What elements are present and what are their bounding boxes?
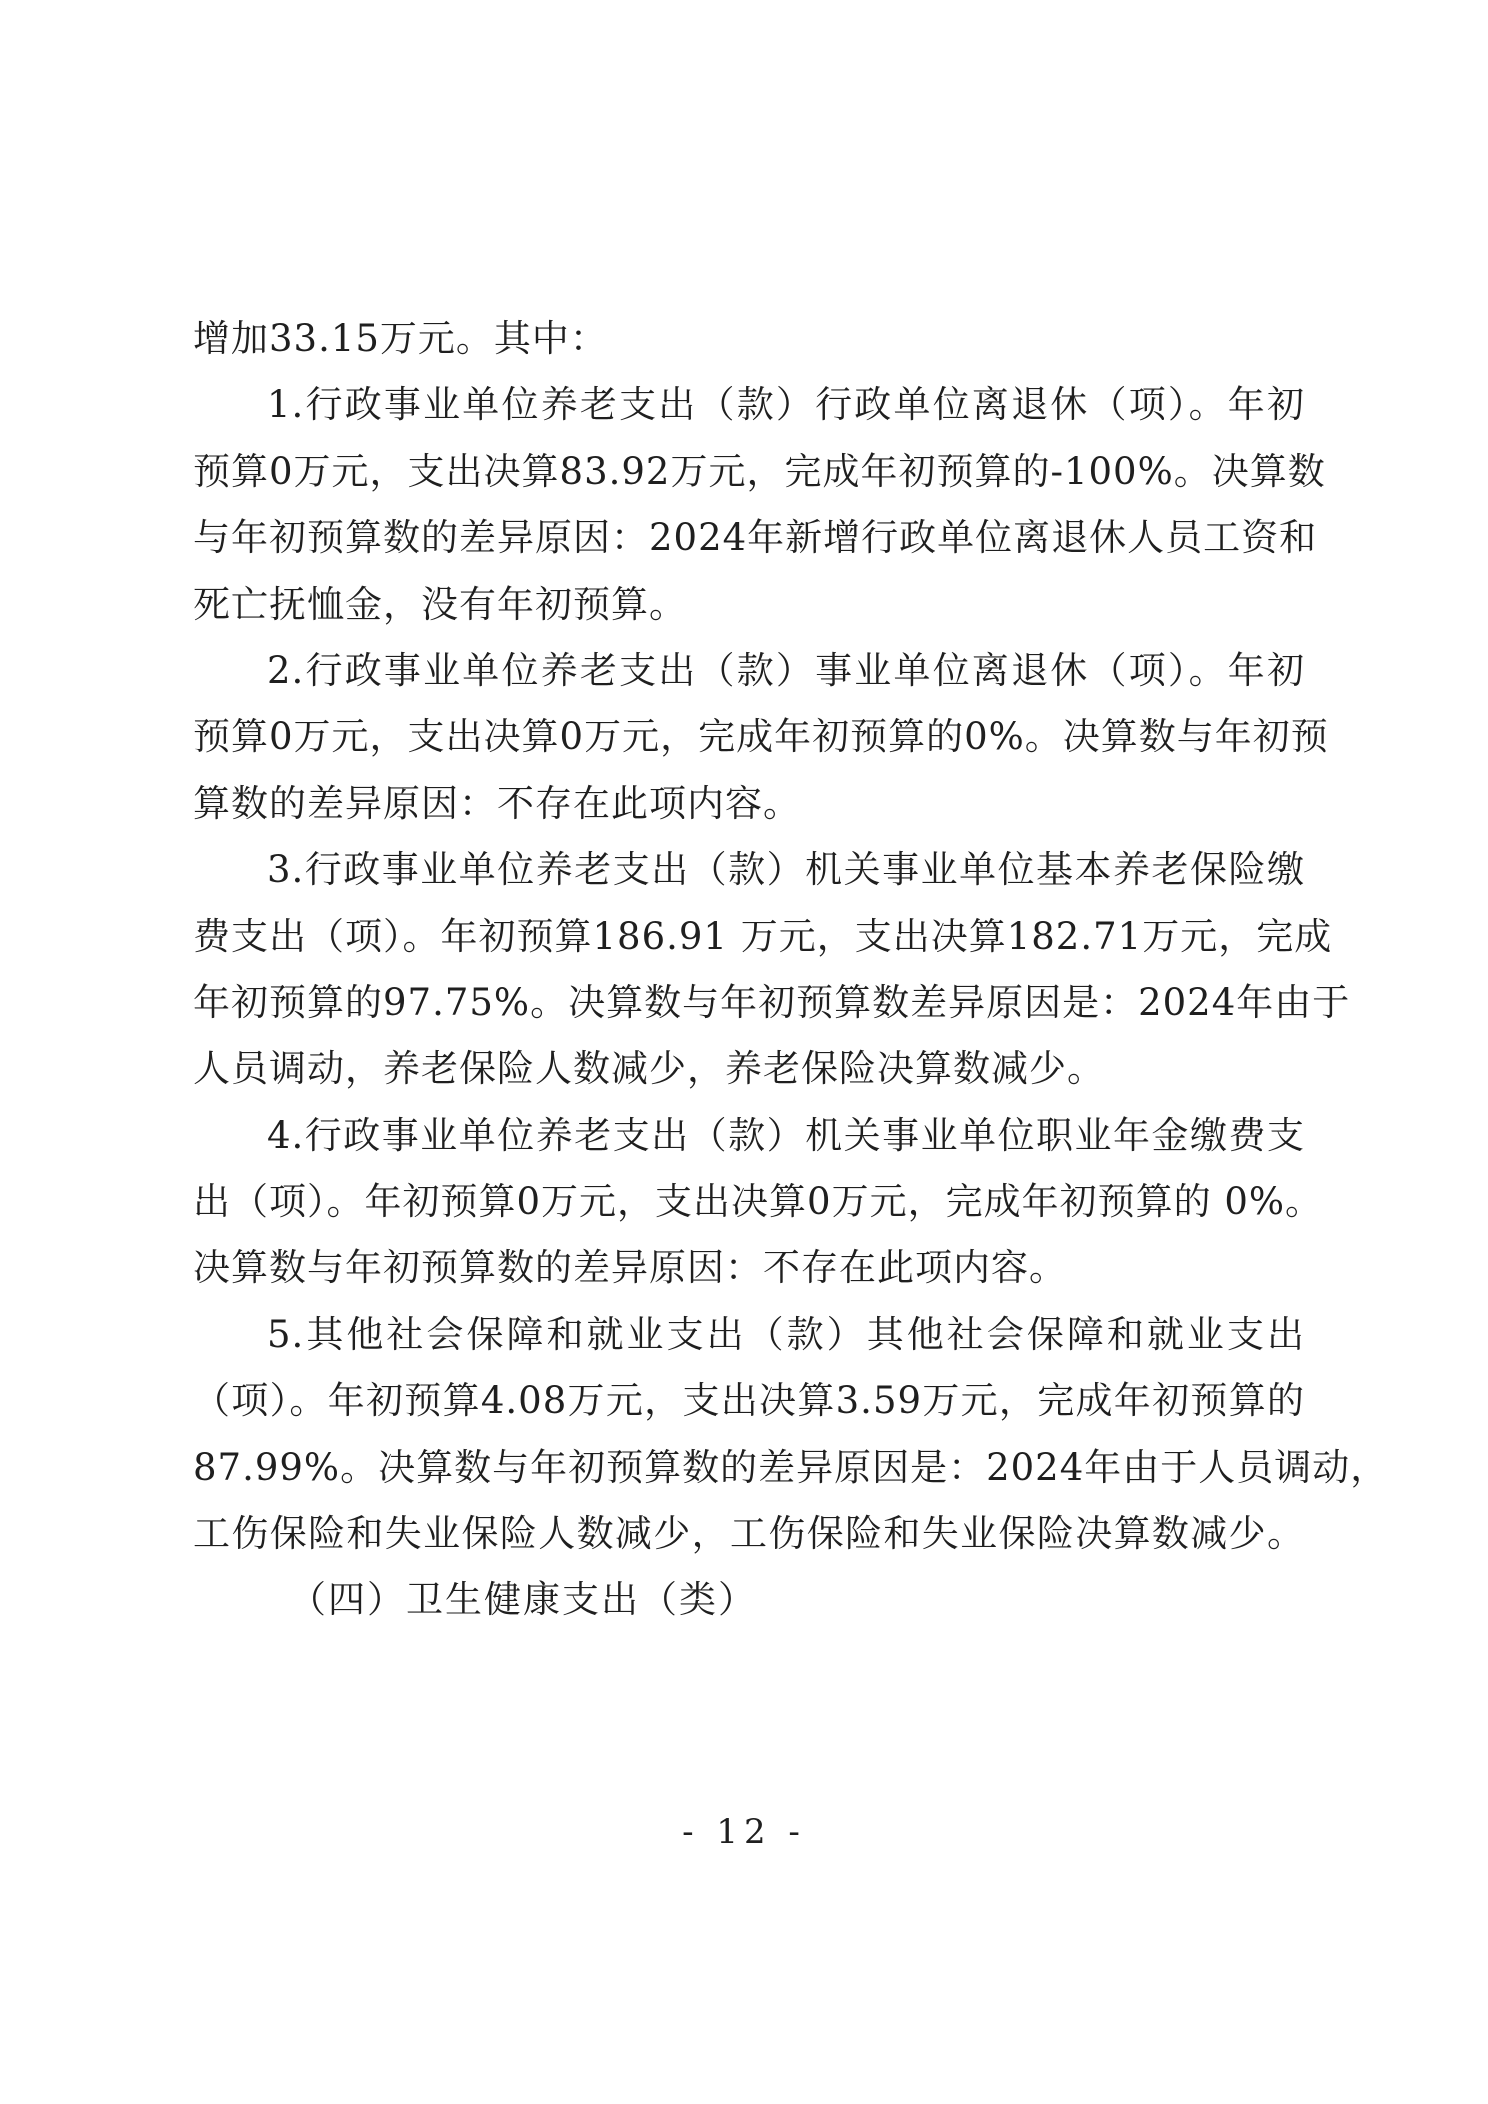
text-line: 5.其他社会保障和就业支出（款）其他社会保障和就业支出 [267,1312,1305,1356]
document-body [193,306,1389,1634]
text-line: 87.99%。决算数与年初预算数的差异原因是：2024年由于人员调动， [193,1445,1389,1489]
text-line: 预算0万元，支出决算0万元，完成年初预算的0%。决算数与年初预 [193,715,1329,759]
text-line: 预算0万元，支出决算83.92万元，完成年初预算的-100%。决算数 [193,449,1326,493]
paragraph-item-1 [193,372,1326,638]
page-number: - 12 - [682,1812,806,1852]
text-line: 年初预算的97.75%。决算数与年初预算数差异原因是：2024年由于 [193,980,1351,1024]
text-line: 1.行政事业单位养老支出（款）行政单位离退休（项）。年初 [267,383,1305,427]
text-line: 算数的差异原因：不存在此项内容。 [193,781,801,825]
text-line: 增加33.15万元。其中： [193,317,608,360]
text-line: （项）。年初预算4.08万元，支出决算3.59万元，完成年初预算的 [193,1379,1305,1423]
text-line: 3.行政事业单位养老支出（款）机关事业单位基本养老保险缴 [267,848,1305,892]
paragraph-item-3 [193,837,1351,1103]
text-line: 出（项）。年初预算0万元，支出决算0万元，完成年初预算的 0%。 [193,1180,1324,1224]
text-line: 2.行政事业单位养老支出（款）事业单位离退休（项）。年初 [267,648,1305,692]
section-heading: （四）卫生健康支出（类） [289,1578,757,1622]
text-line: 工伤保险和失业保险人数减少，工伤保险和失业保险决算数减少。 [193,1512,1305,1556]
text-line: 4.行政事业单位养老支出（款）机关事业单位职业年金缴费支 [267,1113,1305,1157]
text-line: 决算数与年初预算数的差异原因：不存在此项内容。 [193,1246,1067,1290]
text-line: 与年初预算数的差异原因：2024年新增行政单位离退休人员工资和 [193,516,1318,560]
paragraph-item-2 [193,638,1329,837]
paragraph-item-5 [193,1302,1389,1568]
text-line: 费支出（项）。年初预算186.91 万元，支出决算182.71万元，完成 [193,914,1333,958]
paragraph-item-4 [193,1103,1324,1302]
text-line: 死亡抚恤金，没有年初预算。 [193,582,687,626]
paragraph-intro [193,306,1305,372]
text-line: 人员调动，养老保险人数减少，养老保险决算数减少。 [193,1047,1105,1091]
